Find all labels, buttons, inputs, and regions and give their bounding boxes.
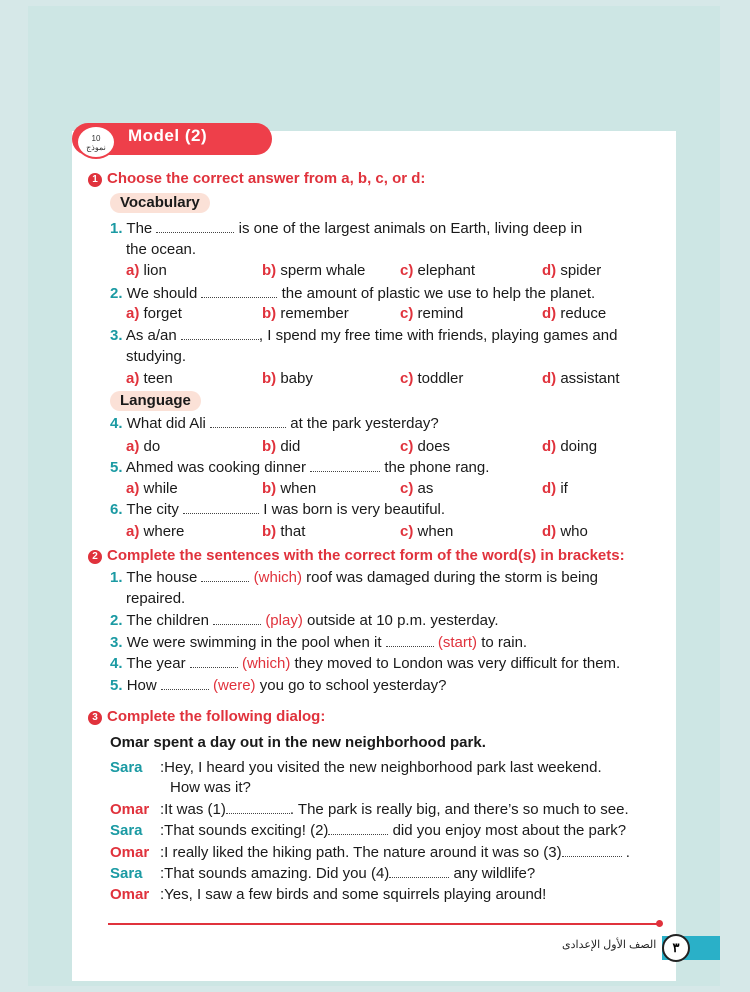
dialog-line-5: Sara :That sounds amazing. Did you (4) any wildlife? [110, 865, 536, 882]
footer-rule-dot [656, 920, 663, 927]
q6-option-a: a) where [126, 523, 185, 540]
vocabulary-label: Vocabulary [110, 193, 210, 213]
dialog-line-4: Omar :I really liked the hiking path. The nature around it was so (3) . [110, 844, 630, 861]
model-title: Model (2) [128, 126, 208, 145]
dialog-line-1-cont: How was it? [170, 779, 251, 796]
section-1-heading: 1 Choose the correct answer from a, b, c, or d: [88, 169, 425, 189]
question-6: 6. The city I was born is very beautiful. [110, 501, 446, 518]
q3-option-a: a) teen [126, 370, 173, 387]
q6-option-c: c) when [400, 523, 454, 540]
s2-question-1: 1. The house (which) roof was damaged during the storm is being [110, 569, 598, 586]
q4-option-b: b) did [262, 438, 301, 455]
q2-option-c: c) remind [400, 305, 464, 322]
question-3-cont: studying. [126, 348, 187, 365]
q4-option-d: d) doing [542, 438, 598, 455]
q1-option-b: b) sperm whale [262, 262, 366, 279]
q5-option-c: c) as [400, 480, 434, 497]
footer-rule [108, 923, 660, 925]
question-3: 3. As a/an , I spend my free time with friends, playing games and [110, 327, 618, 344]
q5-option-a: a) while [126, 480, 178, 497]
language-label: Language [110, 391, 201, 411]
q3-option-d: d) assistant [542, 370, 620, 387]
dialog-line-6: Omar :Yes, I saw a few birds and some squirrels playing around! [110, 886, 547, 903]
question-1: 1. The is one of the largest animals on Earth, living deep in [110, 220, 583, 237]
dialog-intro: Omar spent a day out in the new neighborhood park. [110, 734, 486, 751]
question-1-cont: the ocean. [126, 241, 197, 258]
q6-option-b: b) that [262, 523, 306, 540]
q5-option-b: b) when [262, 480, 317, 497]
s2-question-4: 4. The year (which) they moved to London was very difficult for them. [110, 655, 621, 672]
page-number: ٣ [662, 934, 690, 962]
q3-option-c: c) toddler [400, 370, 464, 387]
q4-option-a: a) do [126, 438, 161, 455]
section-3-heading: 3 Complete the following dialog: [88, 707, 325, 727]
dialog-line-2: Omar :It was (1) . The park is really big, and there’s so much to see. [110, 801, 629, 818]
question-4: 4. What did Ali at the park yesterday? [110, 415, 439, 432]
q2-option-d: d) reduce [542, 305, 607, 322]
s2-question-3: 3. We were swimming in the pool when it (start) to rain. [110, 634, 528, 651]
q1-option-c: c) elephant [400, 262, 476, 279]
s2-question-1-cont: repaired. [126, 590, 186, 607]
q3-option-b: b) baby [262, 370, 313, 387]
q2-option-a: a) forget [126, 305, 182, 322]
dialog-line-1: Sara :Hey, I heard you visited the new neighborhood park last weekend. [110, 759, 602, 776]
section-2-heading: 2 Complete the sentences with the correct form of the word(s) in brackets: [88, 546, 625, 566]
s2-question-5: 5. How (were) you go to school yesterday? [110, 677, 447, 694]
q4-option-c: c) does [400, 438, 451, 455]
s2-question-2: 2. The children (play) outside at 10 p.m. yesterday. [110, 612, 499, 629]
q6-option-d: d) who [542, 523, 588, 540]
question-2: 2. We should the amount of plastic we use to help the planet. [110, 285, 596, 302]
dialog-line-3: Sara :That sounds exciting! (2) did you enjoy most about the park? [110, 822, 627, 839]
q1-option-a: a) lion [126, 262, 167, 279]
q5-option-d: d) if [542, 480, 568, 497]
question-5: 5. Ahmed was cooking dinner the phone rang. [110, 459, 490, 476]
q2-option-b: b) remember [262, 305, 349, 322]
model-number-circle: 10 نموذج [76, 125, 116, 159]
q1-option-d: d) spider [542, 262, 602, 279]
grade-label: الصف الأول الإعدادى [562, 939, 657, 951]
